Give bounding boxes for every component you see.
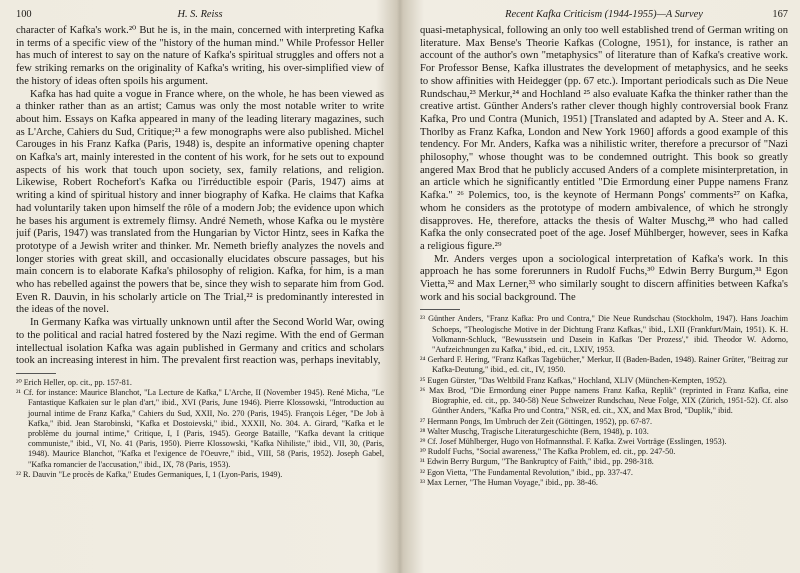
paragraph: Kafka has had quite a vogue in France where, on the whole, he has been viewed as a thinker rather than as an artist; Camus was only the most notable writer to write about him. Essays on Kafka appeared in many of the leading literary magazines, such as L'Arche, Cahiers du Sud, Critique;²¹ a few monographs were also published. Michel Carouges in his Franz Kafka (Paris, 1948) is, despite an informative opening chapter on Kafka's art, mainly interested in the content of his work, for he sets out to expound aspects of his work that touch upon society, sex, family relations, and religion. Likewise, Robert Rochefort's Kafka ou l'irréductible espoir (Paris, 1947) aims at writing a kind of spiritual history and inner biography of Kafka. He claims that Kafka had voluntarily taken upon himself the rôle of a modern Job; the evidence upon which he bases his argument is extremely flimsy. André Nemeth, whose Kafka ou le mystère juif (Paris, 1947) was translated from the Hungarian by Victor Hintz, sees in Kafka the prototype of a Jewish writer and thinker. Mr. Nemeth briefly analyzes the novels and longer stories with great skill, and occasionally elucidates obscure passages, but his main concern is to elaborate Kafka's philosophy of religion. Kafka, for him, is a man who has rebelled against the powers that be, since they wish to separate him from God. Even R. Dauvin, in his scholarly article on The Trial,²² is predominantly interested in the ideas of the novel.	[16, 88, 384, 316]
page-number: 100	[16, 9, 32, 20]
footnote: ²⁴ Gerhard F. Hering, "Franz Kafkas Tagebücher," Merkur, II (Baden-Baden, 1948). Rainer Grüter, "Beitrag zur Kafka-Deutung," ibid., ed. cit., IV, 1950.	[420, 355, 788, 375]
paragraph: In Germany Kafka was virtually unknown until after the Second World War, owing to the political and racial hatred fostered by the Nazi regime. With the end of German intellectual isolation Kafka was again published in Germany and critics and scholars took an increasing interest in him. The prevalent first reaction was, perhaps inevitably,	[16, 317, 384, 367]
footnote-rule	[420, 309, 460, 310]
left-body-text	[16, 25, 384, 368]
right-body-text	[420, 25, 788, 304]
footnote: ²⁸ Walter Muschg, Tragische Literaturgeschichte (Bern, 1948), p. 103.	[420, 426, 649, 436]
footnote: ²² R. Dauvin "Le procès de Kafka," Etudes Germaniques, I, 1 (Lyon-Paris, 1949).	[16, 469, 283, 479]
left-page	[16, 8, 384, 564]
footnote: ²⁶ Max Brod, "Die Ermordung einer Puppe namens Franz Kafka, Replik" (reprinted in Franz Kafka, eine Biographie, ed. cit., pp. 340-58) Neue Schweizer Rundschau, Neue Folge, XIX (Zürich, 1951-52). Cf. also Günther Anders, "Kafka Pro und Contra," NSR, ed. cit., XX, and Max Brod, "Duplik," ibid.	[420, 385, 788, 416]
running-head: Recent Kafka Criticism (1944-1955)—A Survey	[505, 9, 703, 20]
footnote: ³¹ Edwin Berry Burgum, "The Bankruptcy of Faith," ibid., pp. 298-318.	[420, 457, 654, 467]
footnote: ³³ Max Lerner, "The Human Voyage," ibid., pp. 38-46.	[420, 477, 598, 487]
right-footnotes	[420, 314, 788, 487]
running-head: H. S. Reiss	[177, 9, 223, 20]
page-number: 167	[772, 9, 788, 20]
paragraph: quasi-metaphysical, following an only too well established trend of German writing on literature. Max Bense's Theorie Kafkas (Cologne, 1951), for instance, is rather an account of the author's own "metaphysics" of literature than of Kafka's creative work. For Professor Bense, Kafka illustrates the development of metaphysics, and he seeks to show affinities with Heidegger (pp. 67 etc.). Important periodicals such as Die Neue Rundschau,²³ Merkur,²⁴ and Hochland ²⁵ also evaluate Kafka the thinker rather than the creative artist. Günther Anders's rather clever though highly controversial book Franz Kafka, Pro und Contra (Munich, 1951) [Translated and adapted by A. Steer and A. K. Thorlby as Franz Kafka, London and New York 1960] affords a good example of this tendency. For Mr. Anders, Kafka was a nihilistic writer, therefore a precursor of "Nazi philosophy," whose thought was to be condemned outright. This book so greatly angered Max Brod that he publicly accused Anders of a complete misinterpretation, in an article which he significantly entitled "Die Ermordung einer Puppe namens Franz Kafka." ²⁶ Polemics, too, is the keynote of Hermann Pongs' comments²⁷ on Kafka, whom he considers as the prototype of modern ambivalence, of which he strongly disapproves. He, therefore, attacks the thesis of Walter Muschg,²⁸ who had called Kafka the only consecrated poet of the age. Josef Mühlberger, however, sees in Kafka a religious figure.²⁹	[420, 25, 788, 252]
footnote: ³⁰ Rudolf Fuchs, "Social awareness," The Kafka Problem, ed. cit., pp. 247-50.	[420, 447, 676, 457]
right-page	[420, 8, 788, 564]
left-footnotes	[16, 378, 384, 480]
footnote: ³² Egon Vietta, "The Fundamental Revolution," ibid., pp. 337-47.	[420, 467, 633, 477]
footnote: ²⁹ Cf. Josef Mühlberger, Hugo von Hofmannsthal. F. Kafka. Zwei Vorträge (Esslingen, 1953).	[420, 436, 727, 446]
footnote: ²¹ Cf. for instance: Maurice Blanchot, "La Lecture de Kafka," L'Arche, II (November 1945). René Michа, "Le Fantastique Kafkaien sur le plan d'art," ibid., XVI (Paris, June 1946). Pierre Klossowski, "Introduction au journal intime de Franz Kafka," Cahiers du Sud, XXII, No. 270 (Paris, 1945). François Léger, "De Job à Kafka," ibid. Jean Starobinski, "Kafka et Dostoievski," ibid., XXXII, No. 304. A. Girard, "Kafka et le problème du journal intime," Critique, I, I (Paris, 1945). George Bataille, "Kafka devant la critique communiste," ibid., VI, No. 41 (Paris, 1950). Pierre Klossowski, "Kafka Nihiliste," ibid., VII, 30, (Paris, 1948). Maurice Blanchot, "Kafka et l'exigence de l'Oeuvre," ibid., VIII, 58 (Paris, 1952). Joseph Gabel, "Kafka romancier de l'accusation," ibid., IX, 78 (Paris, 1953).	[16, 388, 384, 469]
right-page-header	[420, 8, 788, 22]
footnote-rule	[16, 373, 56, 374]
footnote: ²³ Günther Anders, "Franz Kafka: Pro und Contra," Die Neue Rundschau (Stockholm, 1947). Hans Joachim Schoeps, "Theologische Motive in der Dichtung Franz Kafkas," ibid., LXII (Frankfurt/Main, 1951). K. H. Volkmann-Schluck, "Bewusstsein und Dasein in Kafkas 'Der Prozess'," ibid. Theodor W. Adorno, "Aufzeichnungen zu Kafka," ibid., ed. cit., LXIV, 1953.	[420, 314, 788, 355]
footnote: ²⁵ Eugen Gürster, "Das Weltbild Franz Kafkas," Hochland, XLIV (München-Kempten, 1952).	[420, 375, 727, 385]
footnote: ²⁷ Hermann Pongs, Im Umbruch der Zeit (Göttingen, 1952), pp. 67-87.	[420, 416, 653, 426]
left-page-header	[16, 8, 384, 22]
paragraph: character of Kafka's work.²⁰ But he is, in the main, concerned with interpreting Kafka in terms of a specific view of the "history of the human mind." While Professor Heller has much of interest to say on the nature of Kafka's spiritual struggles and offers not a few striking remarks on the originality of Kafka's writing, his over-simplified view of the history of ideas often spoils his argument.	[16, 25, 384, 87]
paragraph: Mr. Anders verges upon a sociological interpretation of Kafka's work. In this approach he has some forerunners in Rudolf Fuchs,³⁰ Edwin Berry Burgum,³¹ Egon Vietta,³² and Max Lerner,³³ who similarly sought to discern affinities between Kafka's work and his social background. The	[420, 253, 788, 303]
footnote: ²⁰ Erich Heller, op. cit., pp. 157-81.	[16, 377, 132, 387]
